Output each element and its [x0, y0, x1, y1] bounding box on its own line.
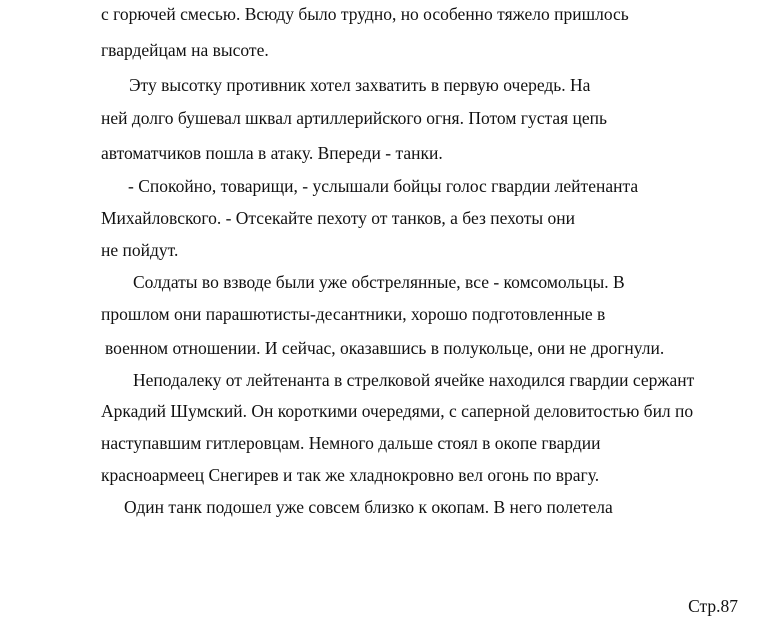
text-line: гвардейцам на высоте. [101, 40, 269, 60]
text-line: Один танк подошел уже совсем близко к окопам. В него полетела [124, 497, 613, 517]
text-line: Неподалеку от лейтенанта в стрелковой ячейке находился гвардии сержант [133, 370, 695, 390]
page-number: Стр.87 [688, 596, 738, 616]
text-line: ней долго бушевал шквал артиллерийского огня. Потом густая цепь [101, 108, 607, 128]
text-line: автоматчиков пошла в атаку. Впереди - танки. [101, 143, 443, 163]
text-line: Михайловского. - Отсекайте пехоту от танков, а без пехоты они [101, 208, 576, 228]
text-line: не пойдут. [101, 240, 179, 260]
text-line: с горючей смесью. Всюду было трудно, но особенно тяжело пришлось [101, 4, 629, 24]
text-line: - Спокойно, товарищи, - услышали бойцы голос гвардии лейтенанта [128, 176, 639, 196]
text-line: Солдаты во взводе были уже обстрелянные, все - комсомольцы. В [133, 272, 625, 292]
text-line: красноармеец Снегирев и так же хладнокровно вел огонь по врагу. [101, 465, 600, 485]
text-line: Эту высотку противник хотел захватить в первую очередь. На [129, 75, 591, 95]
text-line: наступавшим гитлеровцам. Немного дальше стоял в окопе гвардии [101, 433, 601, 453]
text-line: Аркадий Шумский. Он короткими очередями, с саперной деловитостью бил по [101, 401, 694, 421]
text-line: военном отношении. И сейчас, оказавшись в полукольце, они не дрогнули. [105, 338, 665, 358]
text-line: прошлом они парашютисты-десантники, хорошо подготовленные в [101, 304, 606, 324]
